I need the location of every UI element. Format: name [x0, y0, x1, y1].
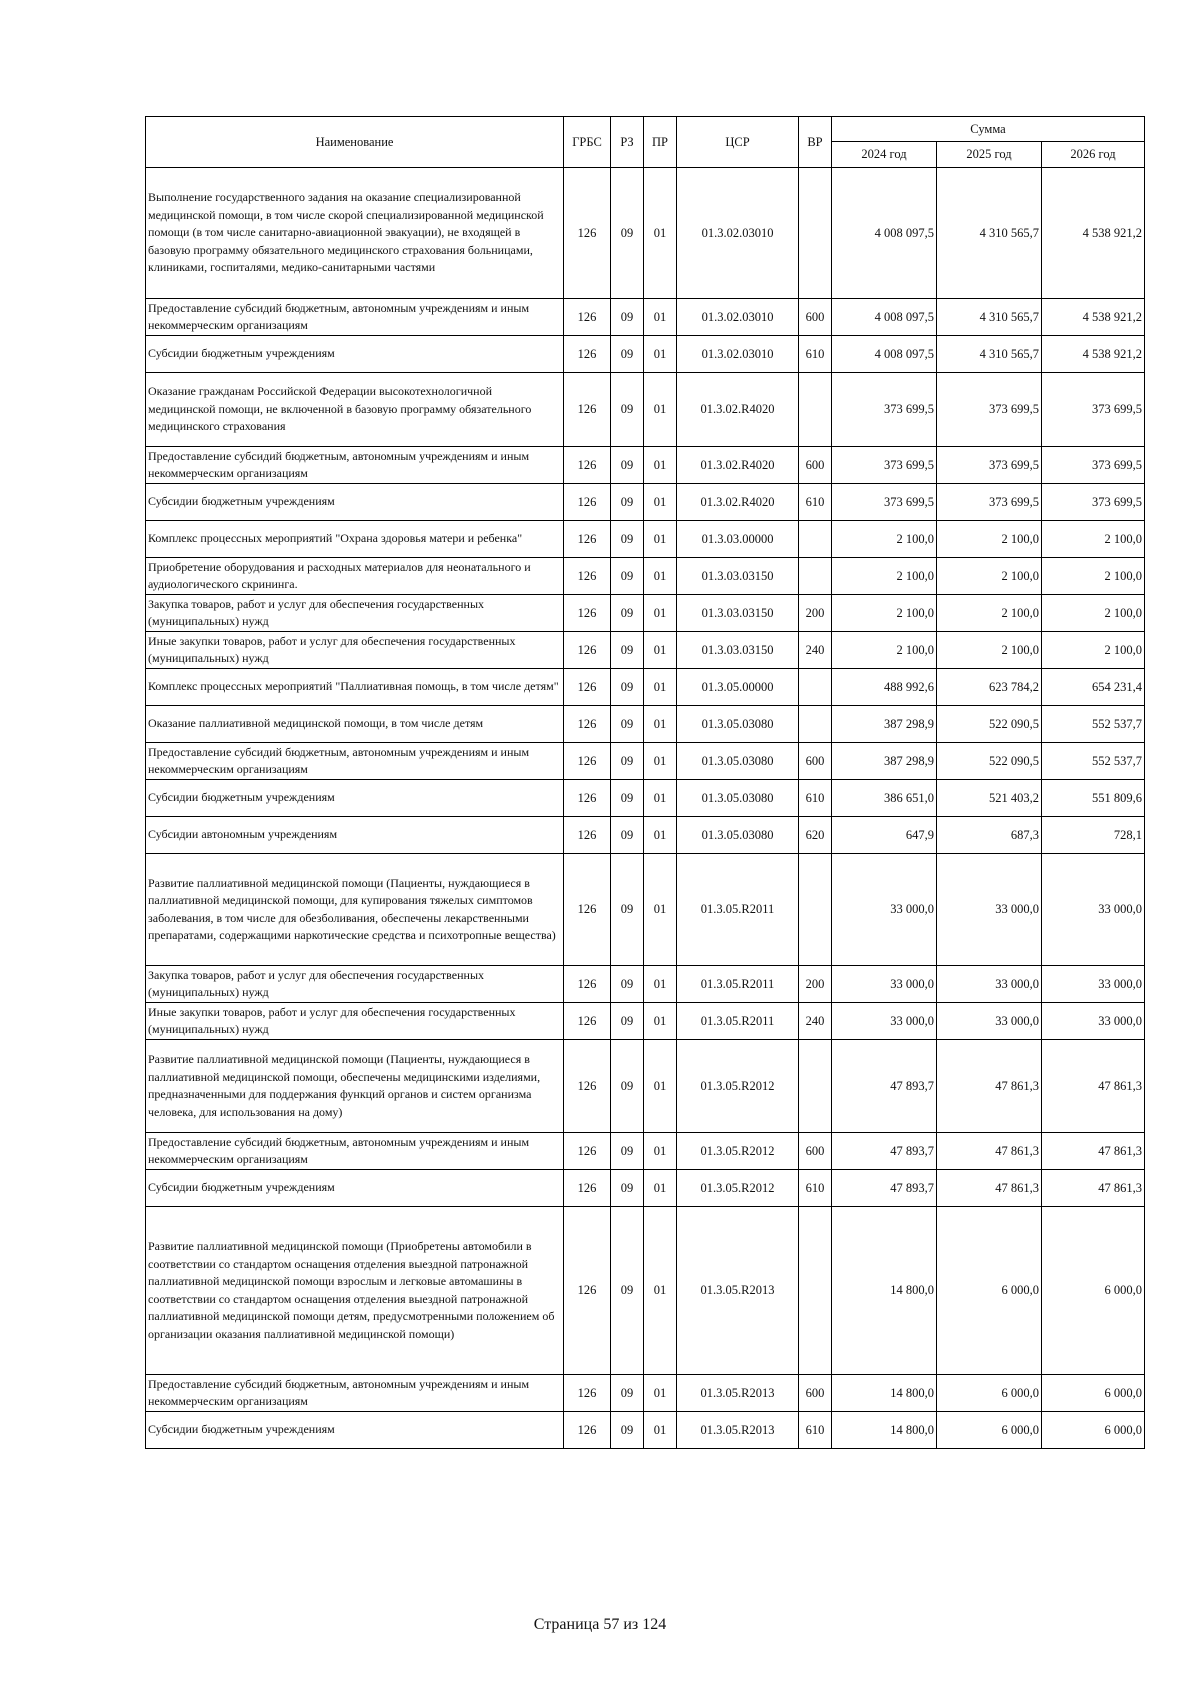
cell-name: Субсидии бюджетным учреждениям — [146, 484, 564, 521]
header-vr: ВР — [799, 117, 832, 168]
cell-rz: 09 — [611, 1375, 644, 1412]
cell-grbs: 126 — [564, 632, 611, 669]
cell-name: Субсидии бюджетным учреждениям — [146, 780, 564, 817]
header-rz: РЗ — [611, 117, 644, 168]
cell-grbs: 126 — [564, 854, 611, 966]
cell-y2024: 33 000,0 — [832, 966, 937, 1003]
cell-y2025: 33 000,0 — [937, 1003, 1042, 1040]
cell-y2024: 33 000,0 — [832, 1003, 937, 1040]
cell-rz: 09 — [611, 854, 644, 966]
cell-grbs: 126 — [564, 1207, 611, 1375]
cell-csr: 01.3.05.R2013 — [677, 1207, 799, 1375]
cell-name: Субсидии бюджетным учреждениям — [146, 336, 564, 373]
cell-name: Закупка товаров, работ и услуг для обеспечения государственных (муниципальных) нужд — [146, 966, 564, 1003]
cell-csr: 01.3.05.03080 — [677, 706, 799, 743]
cell-csr: 01.3.03.03150 — [677, 558, 799, 595]
cell-vr — [799, 854, 832, 966]
cell-grbs: 126 — [564, 1133, 611, 1170]
cell-y2024: 2 100,0 — [832, 558, 937, 595]
cell-csr: 01.3.05.03080 — [677, 743, 799, 780]
header-sum: Сумма — [832, 117, 1145, 142]
cell-name: Развитие паллиативной медицинской помощи (Пациенты, нуждающиеся в паллиативной медицинской помощи, обеспечены медицинскими изделиями, предназначенными для поддержания функций органов и систем организма человека, для использования на дому) — [146, 1040, 564, 1133]
cell-rz: 09 — [611, 1170, 644, 1207]
cell-rz: 09 — [611, 1207, 644, 1375]
cell-pr: 01 — [644, 854, 677, 966]
cell-y2025: 373 699,5 — [937, 373, 1042, 447]
cell-rz: 09 — [611, 1412, 644, 1449]
table-row — [146, 1040, 1145, 1133]
cell-rz: 09 — [611, 521, 644, 558]
cell-csr: 01.3.02.03010 — [677, 168, 799, 299]
cell-grbs: 126 — [564, 484, 611, 521]
cell-csr: 01.3.05.00000 — [677, 669, 799, 706]
cell-y2025: 623 784,2 — [937, 669, 1042, 706]
cell-y2025: 47 861,3 — [937, 1040, 1042, 1133]
cell-y2026: 4 538 921,2 — [1042, 336, 1145, 373]
cell-y2025: 522 090,5 — [937, 706, 1042, 743]
cell-pr: 01 — [644, 706, 677, 743]
table-row — [146, 595, 1145, 632]
table-row — [146, 1003, 1145, 1040]
cell-name: Приобретение оборудования и расходных материалов для неонатального и аудиологического скрининга. — [146, 558, 564, 595]
cell-rz: 09 — [611, 595, 644, 632]
header-year-2024: 2024 год — [832, 142, 937, 168]
cell-y2025: 6 000,0 — [937, 1412, 1042, 1449]
cell-rz: 09 — [611, 168, 644, 299]
cell-rz: 09 — [611, 669, 644, 706]
cell-pr: 01 — [644, 632, 677, 669]
cell-vr: 610 — [799, 780, 832, 817]
cell-y2024: 4 008 097,5 — [832, 299, 937, 336]
cell-name: Предоставление субсидий бюджетным, автономным учреждениям и иным некоммерческим организациям — [146, 299, 564, 336]
cell-y2026: 654 231,4 — [1042, 669, 1145, 706]
cell-y2026: 728,1 — [1042, 817, 1145, 854]
table-row — [146, 854, 1145, 966]
cell-y2026: 33 000,0 — [1042, 966, 1145, 1003]
cell-y2024: 387 298,9 — [832, 706, 937, 743]
cell-y2025: 6 000,0 — [937, 1207, 1042, 1375]
cell-grbs: 126 — [564, 966, 611, 1003]
cell-pr: 01 — [644, 521, 677, 558]
cell-y2026: 4 538 921,2 — [1042, 299, 1145, 336]
cell-y2026: 373 699,5 — [1042, 373, 1145, 447]
cell-y2026: 373 699,5 — [1042, 484, 1145, 521]
cell-grbs: 126 — [564, 521, 611, 558]
cell-csr: 01.3.05.R2012 — [677, 1040, 799, 1133]
cell-vr: 600 — [799, 299, 832, 336]
cell-y2024: 47 893,7 — [832, 1170, 937, 1207]
cell-rz: 09 — [611, 743, 644, 780]
cell-name: Закупка товаров, работ и услуг для обеспечения государственных (муниципальных) нужд — [146, 595, 564, 632]
cell-y2025: 47 861,3 — [937, 1170, 1042, 1207]
cell-rz: 09 — [611, 817, 644, 854]
cell-y2024: 647,9 — [832, 817, 937, 854]
cell-y2025: 2 100,0 — [937, 521, 1042, 558]
cell-name: Иные закупки товаров, работ и услуг для обеспечения государственных (муниципальных) нужд — [146, 1003, 564, 1040]
cell-grbs: 126 — [564, 336, 611, 373]
cell-y2025: 2 100,0 — [937, 558, 1042, 595]
cell-vr: 200 — [799, 966, 832, 1003]
cell-grbs: 126 — [564, 706, 611, 743]
cell-csr: 01.3.05.R2011 — [677, 854, 799, 966]
cell-grbs: 126 — [564, 447, 611, 484]
cell-rz: 09 — [611, 1133, 644, 1170]
header-grbs: ГРБС — [564, 117, 611, 168]
cell-grbs: 126 — [564, 558, 611, 595]
table-row — [146, 484, 1145, 521]
cell-pr: 01 — [644, 168, 677, 299]
cell-y2025: 33 000,0 — [937, 854, 1042, 966]
cell-csr: 01.3.05.R2012 — [677, 1133, 799, 1170]
cell-grbs: 126 — [564, 669, 611, 706]
cell-y2026: 2 100,0 — [1042, 558, 1145, 595]
cell-y2025: 47 861,3 — [937, 1133, 1042, 1170]
cell-y2026: 551 809,6 — [1042, 780, 1145, 817]
cell-rz: 09 — [611, 966, 644, 1003]
cell-vr: 200 — [799, 595, 832, 632]
cell-vr: 240 — [799, 632, 832, 669]
cell-rz: 09 — [611, 336, 644, 373]
table-row — [146, 336, 1145, 373]
cell-y2024: 2 100,0 — [832, 632, 937, 669]
cell-y2026: 4 538 921,2 — [1042, 168, 1145, 299]
cell-csr: 01.3.05.R2012 — [677, 1170, 799, 1207]
table-row — [146, 1375, 1145, 1412]
cell-pr: 01 — [644, 484, 677, 521]
cell-csr: 01.3.03.03150 — [677, 632, 799, 669]
cell-vr: 240 — [799, 1003, 832, 1040]
cell-y2024: 33 000,0 — [832, 854, 937, 966]
cell-y2024: 4 008 097,5 — [832, 336, 937, 373]
cell-name: Предоставление субсидий бюджетным, автономным учреждениям и иным некоммерческим организациям — [146, 1133, 564, 1170]
cell-grbs: 126 — [564, 1170, 611, 1207]
cell-y2025: 687,3 — [937, 817, 1042, 854]
cell-rz: 09 — [611, 780, 644, 817]
cell-grbs: 126 — [564, 780, 611, 817]
cell-y2026: 373 699,5 — [1042, 447, 1145, 484]
cell-grbs: 126 — [564, 817, 611, 854]
cell-rz: 09 — [611, 558, 644, 595]
cell-pr: 01 — [644, 299, 677, 336]
cell-y2025: 2 100,0 — [937, 632, 1042, 669]
cell-vr — [799, 168, 832, 299]
cell-y2026: 6 000,0 — [1042, 1207, 1145, 1375]
budget-table — [145, 116, 1145, 1449]
cell-y2026: 6 000,0 — [1042, 1412, 1145, 1449]
cell-vr: 600 — [799, 447, 832, 484]
cell-y2026: 47 861,3 — [1042, 1170, 1145, 1207]
cell-name: Предоставление субсидий бюджетным, автономным учреждениям и иным некоммерческим организациям — [146, 1375, 564, 1412]
cell-csr: 01.3.05.03080 — [677, 780, 799, 817]
cell-vr — [799, 706, 832, 743]
cell-pr: 01 — [644, 1207, 677, 1375]
cell-rz: 09 — [611, 1003, 644, 1040]
page-number: Страница 57 из 124 — [533, 1616, 667, 1633]
table-row — [146, 373, 1145, 447]
cell-y2024: 14 800,0 — [832, 1207, 937, 1375]
cell-vr — [799, 558, 832, 595]
cell-csr: 01.3.02.03010 — [677, 299, 799, 336]
cell-name: Субсидии бюджетным учреждениям — [146, 1412, 564, 1449]
cell-grbs: 126 — [564, 1412, 611, 1449]
cell-grbs: 126 — [564, 1375, 611, 1412]
cell-grbs: 126 — [564, 1040, 611, 1133]
cell-name: Развитие паллиативной медицинской помощи (Пациенты, нуждающиеся в паллиативной медицинской помощи, для купирования тяжелых симптомов заболевания, в том числе для обезболивания, обеспечены лекарственными препаратами, содержащими наркотические средства и психотропные вещества) — [146, 854, 564, 966]
cell-pr: 01 — [644, 1170, 677, 1207]
cell-pr: 01 — [644, 595, 677, 632]
cell-csr: 01.3.02.03010 — [677, 336, 799, 373]
cell-name: Иные закупки товаров, работ и услуг для обеспечения государственных (муниципальных) нужд — [146, 632, 564, 669]
cell-grbs: 126 — [564, 168, 611, 299]
table-row — [146, 632, 1145, 669]
cell-vr: 610 — [799, 484, 832, 521]
table-row — [146, 521, 1145, 558]
cell-rz: 09 — [611, 447, 644, 484]
cell-csr: 01.3.05.R2011 — [677, 966, 799, 1003]
table-row — [146, 1133, 1145, 1170]
cell-name: Субсидии автономным учреждениям — [146, 817, 564, 854]
cell-csr: 01.3.05.R2013 — [677, 1375, 799, 1412]
cell-rz: 09 — [611, 706, 644, 743]
cell-y2025: 4 310 565,7 — [937, 336, 1042, 373]
cell-pr: 01 — [644, 669, 677, 706]
cell-y2026: 33 000,0 — [1042, 1003, 1145, 1040]
cell-csr: 01.3.02.R4020 — [677, 484, 799, 521]
table-row — [146, 558, 1145, 595]
cell-vr: 610 — [799, 1412, 832, 1449]
cell-y2026: 47 861,3 — [1042, 1040, 1145, 1133]
table-row — [146, 168, 1145, 299]
cell-vr — [799, 373, 832, 447]
cell-y2024: 373 699,5 — [832, 373, 937, 447]
cell-csr: 01.3.05.R2013 — [677, 1412, 799, 1449]
cell-y2025: 522 090,5 — [937, 743, 1042, 780]
cell-pr: 01 — [644, 743, 677, 780]
cell-rz: 09 — [611, 373, 644, 447]
cell-name: Субсидии бюджетным учреждениям — [146, 1170, 564, 1207]
cell-name: Комплекс процессных мероприятий "Паллиативная помощь, в том числе детям" — [146, 669, 564, 706]
cell-y2024: 488 992,6 — [832, 669, 937, 706]
cell-name: Оказание паллиативной медицинской помощи, в том числе детям — [146, 706, 564, 743]
header-pr: ПР — [644, 117, 677, 168]
cell-csr: 01.3.03.00000 — [677, 521, 799, 558]
cell-vr — [799, 1207, 832, 1375]
cell-pr: 01 — [644, 447, 677, 484]
table-row — [146, 669, 1145, 706]
cell-y2025: 4 310 565,7 — [937, 168, 1042, 299]
cell-csr: 01.3.05.03080 — [677, 817, 799, 854]
cell-y2026: 2 100,0 — [1042, 595, 1145, 632]
cell-vr — [799, 521, 832, 558]
cell-y2026: 552 537,7 — [1042, 706, 1145, 743]
cell-y2026: 552 537,7 — [1042, 743, 1145, 780]
cell-y2025: 6 000,0 — [937, 1375, 1042, 1412]
cell-vr: 620 — [799, 817, 832, 854]
cell-y2025: 2 100,0 — [937, 595, 1042, 632]
cell-grbs: 126 — [564, 595, 611, 632]
cell-name: Оказание гражданам Российской Федерации высокотехнологичной медицинской помощи, не включенной в базовую программу обязательного медицинского страхования — [146, 373, 564, 447]
table-row — [146, 447, 1145, 484]
cell-pr: 01 — [644, 1003, 677, 1040]
table-body — [146, 168, 1145, 1449]
table-row — [146, 706, 1145, 743]
table-row — [146, 299, 1145, 336]
cell-vr — [799, 669, 832, 706]
cell-y2026: 2 100,0 — [1042, 632, 1145, 669]
header-year-2025: 2025 год — [937, 142, 1042, 168]
table-row — [146, 1412, 1145, 1449]
cell-y2024: 4 008 097,5 — [832, 168, 937, 299]
cell-name: Комплекс процессных мероприятий "Охрана здоровья матери и ребенка" — [146, 521, 564, 558]
cell-y2026: 47 861,3 — [1042, 1133, 1145, 1170]
cell-y2026: 33 000,0 — [1042, 854, 1145, 966]
cell-y2025: 4 310 565,7 — [937, 299, 1042, 336]
cell-pr: 01 — [644, 817, 677, 854]
cell-y2024: 47 893,7 — [832, 1040, 937, 1133]
cell-pr: 01 — [644, 1412, 677, 1449]
cell-csr: 01.3.02.R4020 — [677, 373, 799, 447]
cell-y2024: 2 100,0 — [832, 595, 937, 632]
cell-vr: 600 — [799, 1133, 832, 1170]
cell-y2024: 14 800,0 — [832, 1412, 937, 1449]
cell-y2025: 521 403,2 — [937, 780, 1042, 817]
cell-rz: 09 — [611, 632, 644, 669]
header-name: Наименование — [146, 117, 564, 168]
cell-name: Развитие паллиативной медицинской помощи (Приобретены автомобили в соответствии со стандартом оснащения отделения выездной патронажной паллиативной медицинской помощи взрослым и легковые автомашины в соответствии со стандартом оснащения отделения выездной патронажной паллиативной медицинской помощи детям, предусмотренными положением об организации оказания паллиативной медицинской помощи) — [146, 1207, 564, 1375]
table-row — [146, 1207, 1145, 1375]
cell-y2025: 33 000,0 — [937, 966, 1042, 1003]
cell-y2024: 386 651,0 — [832, 780, 937, 817]
cell-y2024: 387 298,9 — [832, 743, 937, 780]
table-row — [146, 743, 1145, 780]
cell-y2024: 2 100,0 — [832, 521, 937, 558]
cell-vr: 600 — [799, 743, 832, 780]
cell-pr: 01 — [644, 1375, 677, 1412]
cell-y2024: 14 800,0 — [832, 1375, 937, 1412]
cell-y2024: 47 893,7 — [832, 1133, 937, 1170]
cell-rz: 09 — [611, 1040, 644, 1133]
cell-y2026: 2 100,0 — [1042, 521, 1145, 558]
cell-y2024: 373 699,5 — [832, 484, 937, 521]
cell-pr: 01 — [644, 780, 677, 817]
cell-grbs: 126 — [564, 373, 611, 447]
cell-name: Выполнение государственного задания на оказание специализированной медицинской помощи, в том числе скорой специализированной медицинской помощи (в том числе санитарно-авиационной эвакуации), не входящей в базовую программу обязательного медицинского страхования больницами, клиниками, госпиталями, медико-санитарными частями — [146, 168, 564, 299]
cell-csr: 01.3.03.03150 — [677, 595, 799, 632]
header-year-2026: 2026 год — [1042, 142, 1145, 168]
table-row — [146, 966, 1145, 1003]
cell-y2026: 6 000,0 — [1042, 1375, 1145, 1412]
cell-vr — [799, 1040, 832, 1133]
cell-pr: 01 — [644, 1040, 677, 1133]
cell-grbs: 126 — [564, 1003, 611, 1040]
cell-y2024: 373 699,5 — [832, 447, 937, 484]
cell-grbs: 126 — [564, 299, 611, 336]
cell-csr: 01.3.02.R4020 — [677, 447, 799, 484]
cell-rz: 09 — [611, 484, 644, 521]
cell-pr: 01 — [644, 966, 677, 1003]
cell-vr: 610 — [799, 336, 832, 373]
cell-name: Предоставление субсидий бюджетным, автономным учреждениям и иным некоммерческим организациям — [146, 743, 564, 780]
cell-pr: 01 — [644, 373, 677, 447]
cell-name: Предоставление субсидий бюджетным, автономным учреждениям и иным некоммерческим организациям — [146, 447, 564, 484]
cell-grbs: 126 — [564, 743, 611, 780]
cell-vr: 600 — [799, 1375, 832, 1412]
cell-y2025: 373 699,5 — [937, 484, 1042, 521]
header-csr: ЦСР — [677, 117, 799, 168]
table-row — [146, 1170, 1145, 1207]
cell-pr: 01 — [644, 336, 677, 373]
table-row — [146, 780, 1145, 817]
cell-pr: 01 — [644, 1133, 677, 1170]
cell-pr: 01 — [644, 558, 677, 595]
cell-rz: 09 — [611, 299, 644, 336]
cell-vr: 610 — [799, 1170, 832, 1207]
cell-y2025: 373 699,5 — [937, 447, 1042, 484]
table-row — [146, 817, 1145, 854]
cell-csr: 01.3.05.R2011 — [677, 1003, 799, 1040]
